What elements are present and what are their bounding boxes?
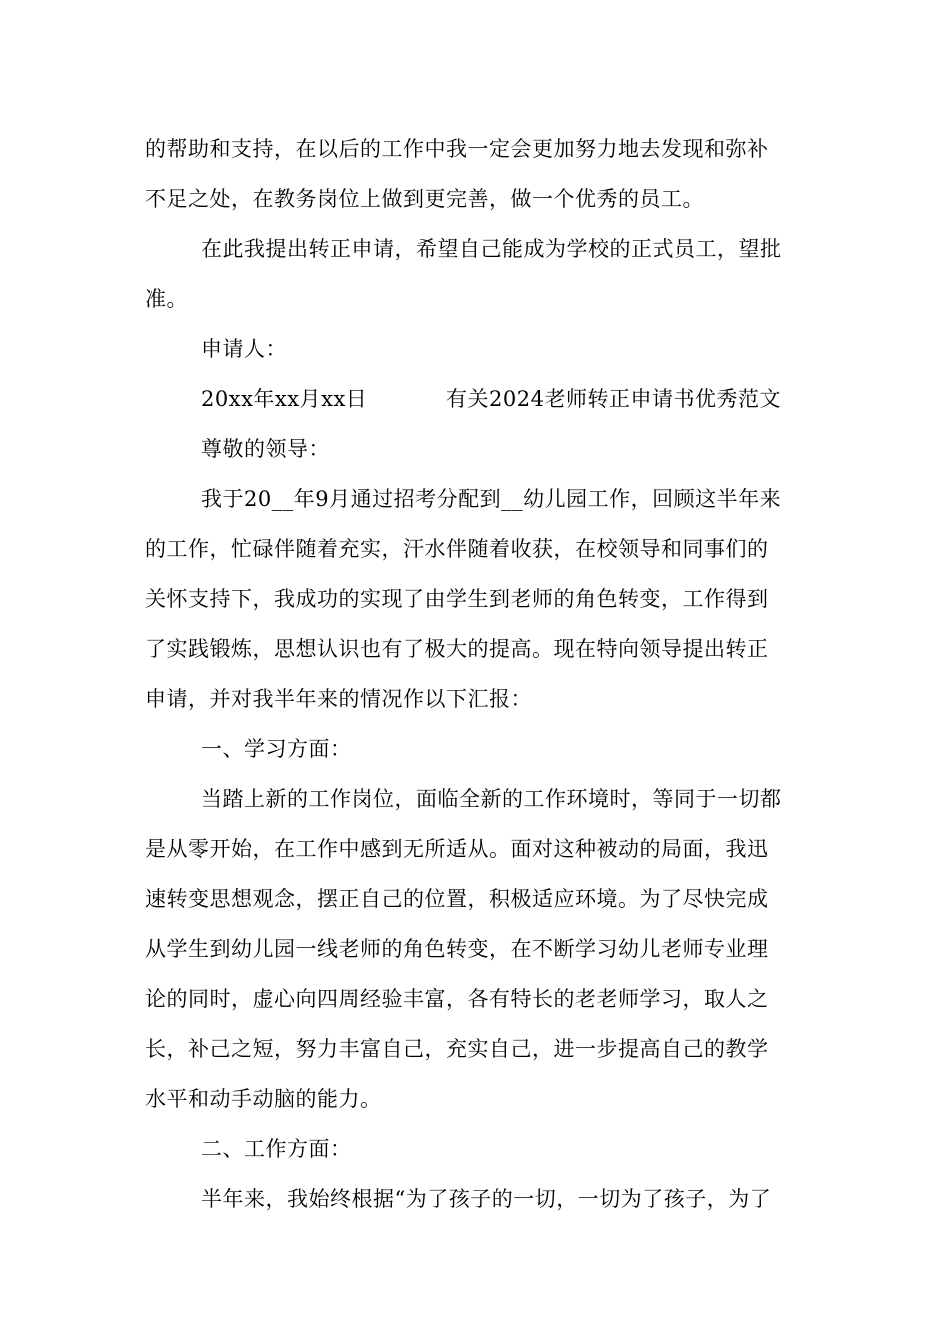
- paragraph-line: 从学生到幼儿园一线老师的角色转变，在不断学习幼儿老师专业理: [145, 937, 769, 961]
- date-title-line: [145, 374, 810, 424]
- paragraph-line: 的工作，忙碌伴随着充实，汗水伴随着收获，在校领导和同事们的: [145, 537, 769, 561]
- paragraph-line: 是从零开始，在工作中感到无所适从。面对这种被动的局面，我迅: [145, 837, 769, 861]
- paragraph-line: 不足之处，在教务岗位上做到更完善，做一个优秀的员工。: [145, 187, 704, 211]
- paragraph-line: 申请，并对我半年来的情况作以下汇报：: [145, 687, 532, 711]
- document-body: [145, 124, 810, 1224]
- paragraph-line: 的帮助和支持，在以后的工作中我一定会更加努力地去发现和弥补: [145, 137, 769, 161]
- paragraph-line: 水平和动手动脑的能力。: [145, 1087, 382, 1111]
- paragraph-line: 论的同时，虚心向四周经验丰富，各有特长的老老师学习，取人之: [145, 987, 769, 1011]
- section-heading: 一、学习方面：: [201, 737, 352, 761]
- applicant-label: 申请人：: [201, 337, 287, 361]
- paragraph-line: 准。: [145, 287, 188, 311]
- salutation: 尊敬的领导：: [201, 437, 330, 461]
- paragraph-line: 半年来，我始终根据“为了孩子的一切，一切为了孩子，为了: [201, 1187, 772, 1211]
- paragraph-line: 了实践锻炼，思想认识也有了极大的提高。现在特向领导提出转正: [145, 637, 769, 661]
- paragraph-line: 关怀支持下，我成功的实现了由学生到老师的角色转变，工作得到: [145, 587, 769, 611]
- paragraph-line: 我于20__年9月通过招考分配到__幼儿园工作，回顾这半年来: [201, 487, 782, 511]
- application-date: 20xx年xx月xx日: [201, 387, 368, 411]
- paragraph-line: 长，补己之短，努力丰富自己，充实自己，进一步提高自己的教学: [145, 1037, 769, 1061]
- section-heading: 二、工作方面：: [201, 1137, 352, 1161]
- paragraph-line: 当踏上新的工作岗位，面临全新的工作环境时，等同于一切都: [201, 787, 782, 811]
- document-title: 有关2024老师转正申请书优秀范文: [446, 387, 781, 411]
- paragraph-line: 在此我提出转正申请，希望自己能成为学校的正式员工，望批: [201, 237, 782, 261]
- paragraph-line: 速转变思想观念，摆正自己的位置，积极适应环境。为了尽快完成: [145, 887, 769, 911]
